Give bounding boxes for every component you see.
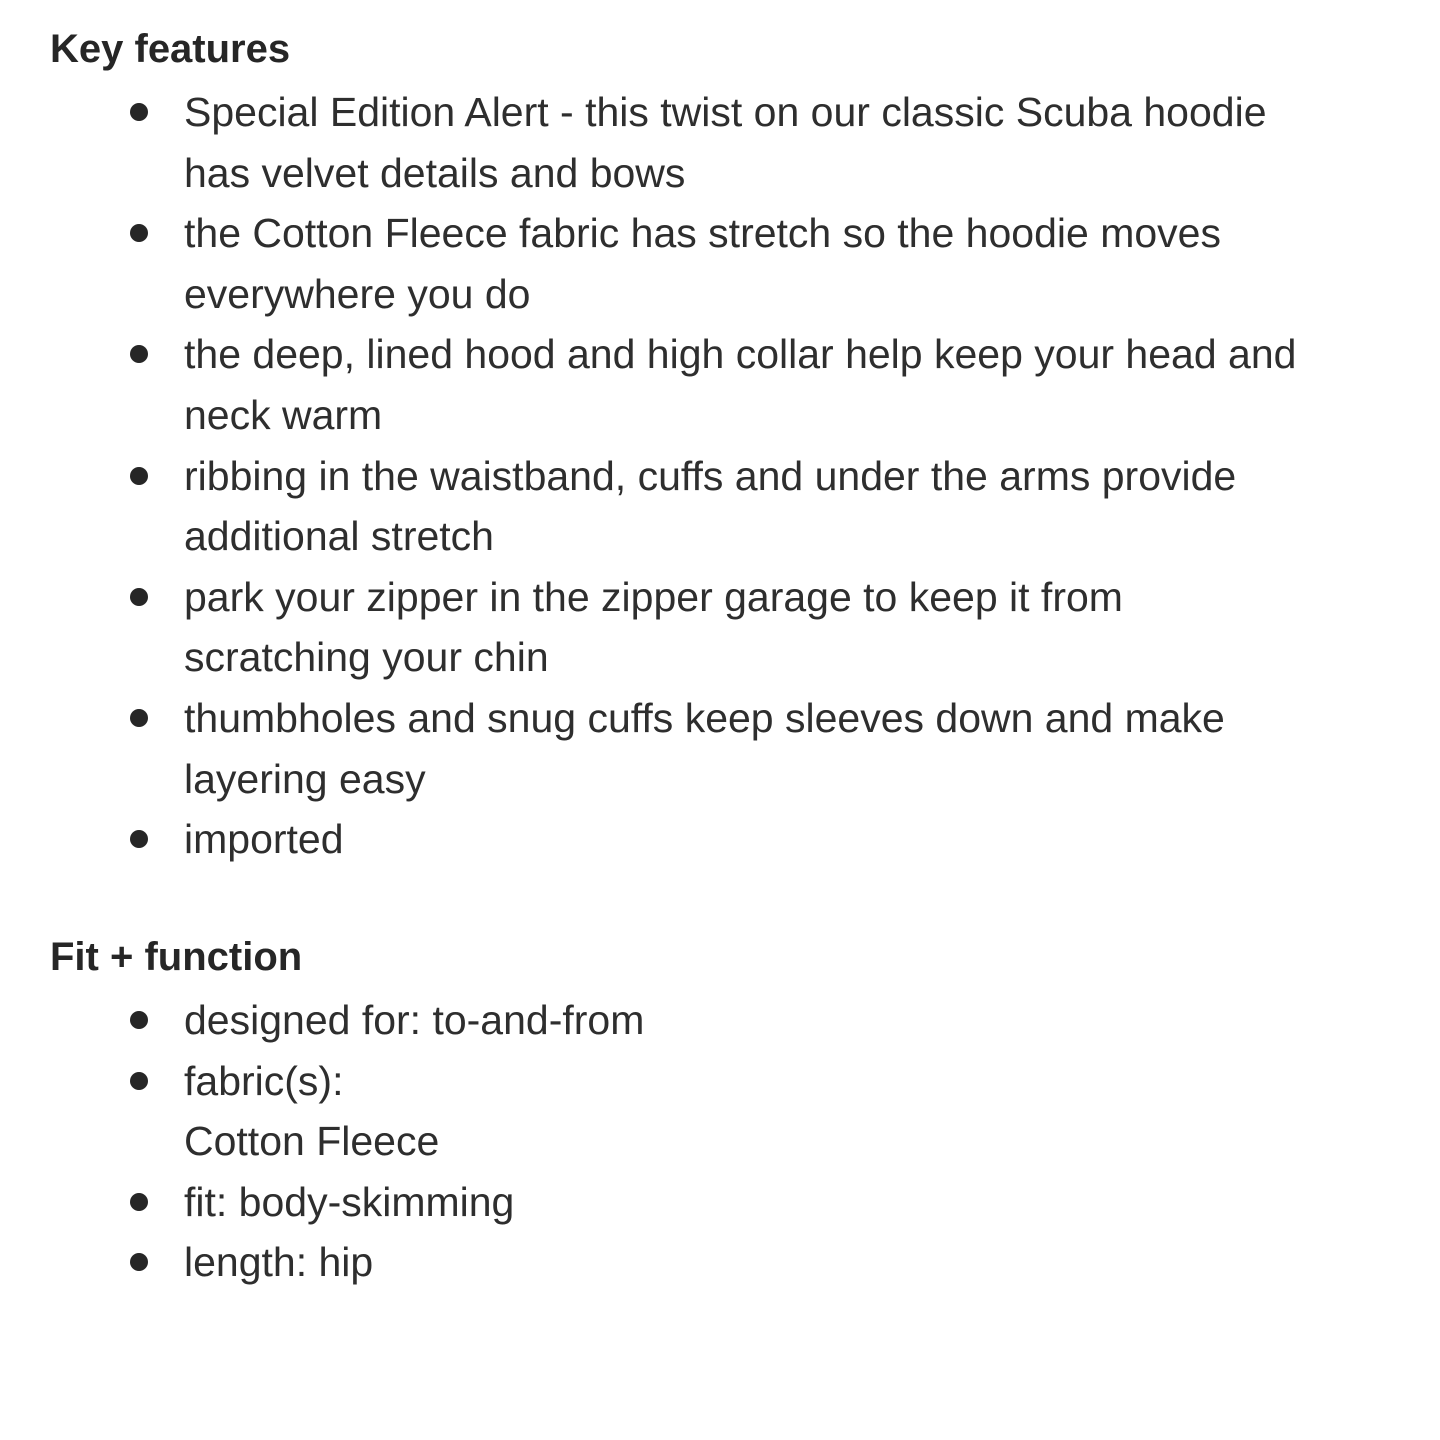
bullet-icon: [130, 1193, 148, 1211]
list-item-text: [184, 567, 1400, 688]
fit-function-list: [0, 990, 1440, 1293]
key-features-list: [0, 82, 1440, 870]
list-item: [0, 1051, 1440, 1172]
list-item-line: length: hip: [184, 1239, 374, 1286]
list-item-line: designed for: to-and-from: [184, 997, 645, 1043]
list-item: [0, 1172, 1440, 1233]
bullet-icon: [130, 830, 148, 848]
list-item-text: [184, 446, 1400, 567]
list-item-text: [184, 990, 1400, 1051]
bullet-icon: [130, 709, 148, 727]
list-item-line: the deep, lined hood and high collar help keep your head and: [184, 331, 1297, 378]
list-item: [0, 809, 1440, 870]
list-item-text: [184, 1232, 1400, 1293]
list-item: [0, 324, 1440, 445]
list-item-line: has velvet details and bows: [184, 149, 686, 196]
bullet-icon: [130, 1011, 148, 1029]
list-item-text: [184, 688, 1400, 809]
list-item-line: additional stretch: [184, 513, 494, 560]
bullet-icon: [130, 588, 148, 606]
list-item-text: [184, 1051, 1400, 1172]
bullet-icon: [130, 103, 148, 121]
list-item: [0, 203, 1440, 324]
bullet-icon: [130, 224, 148, 242]
list-item-line: imported: [184, 816, 344, 863]
bullet-icon: [130, 1072, 148, 1090]
list-item: [0, 567, 1440, 688]
list-item-line: scratching your chin: [184, 634, 549, 681]
list-item: [0, 688, 1440, 809]
list-item-text: [184, 203, 1400, 324]
bullet-icon: [130, 1253, 148, 1271]
key-features-section: [0, 22, 1440, 870]
list-item-line: Special Edition Alert - this twist on our classic Scuba hoodie: [184, 89, 1267, 135]
list-item-line: neck warm: [184, 391, 383, 438]
list-item-line: fit: body-skimming: [184, 1178, 515, 1225]
list-item-line: thumbholes and snug cuffs keep sleeves down and make: [184, 694, 1225, 741]
list-item: [0, 1232, 1440, 1293]
list-item-text: [184, 1172, 1400, 1233]
list-item-line: the Cotton Fleece fabric has stretch so the hoodie moves: [184, 210, 1221, 257]
fit-function-section: [0, 930, 1440, 1293]
list-item-text: [184, 324, 1400, 445]
bullet-icon: [130, 345, 148, 363]
list-item: [0, 446, 1440, 567]
list-item-line: ribbing in the waistband, cuffs and under the arms provide: [184, 452, 1237, 499]
bullet-icon: [130, 467, 148, 485]
list-item-line: layering easy: [184, 755, 426, 802]
list-item-text: [184, 809, 1400, 870]
list-item: [0, 82, 1440, 203]
fit-function-heading: Fit + function: [50, 935, 303, 979]
list-item-line: park your zipper in the zipper garage to keep it from: [184, 573, 1123, 620]
list-item-line: fabric(s):: [184, 1057, 344, 1104]
key-features-heading: Key features: [50, 27, 291, 71]
list-item: [0, 990, 1440, 1051]
list-item-line: everywhere you do: [184, 270, 531, 317]
list-item-text: [184, 82, 1400, 203]
list-item-line: Cotton Fleece: [184, 1118, 440, 1165]
